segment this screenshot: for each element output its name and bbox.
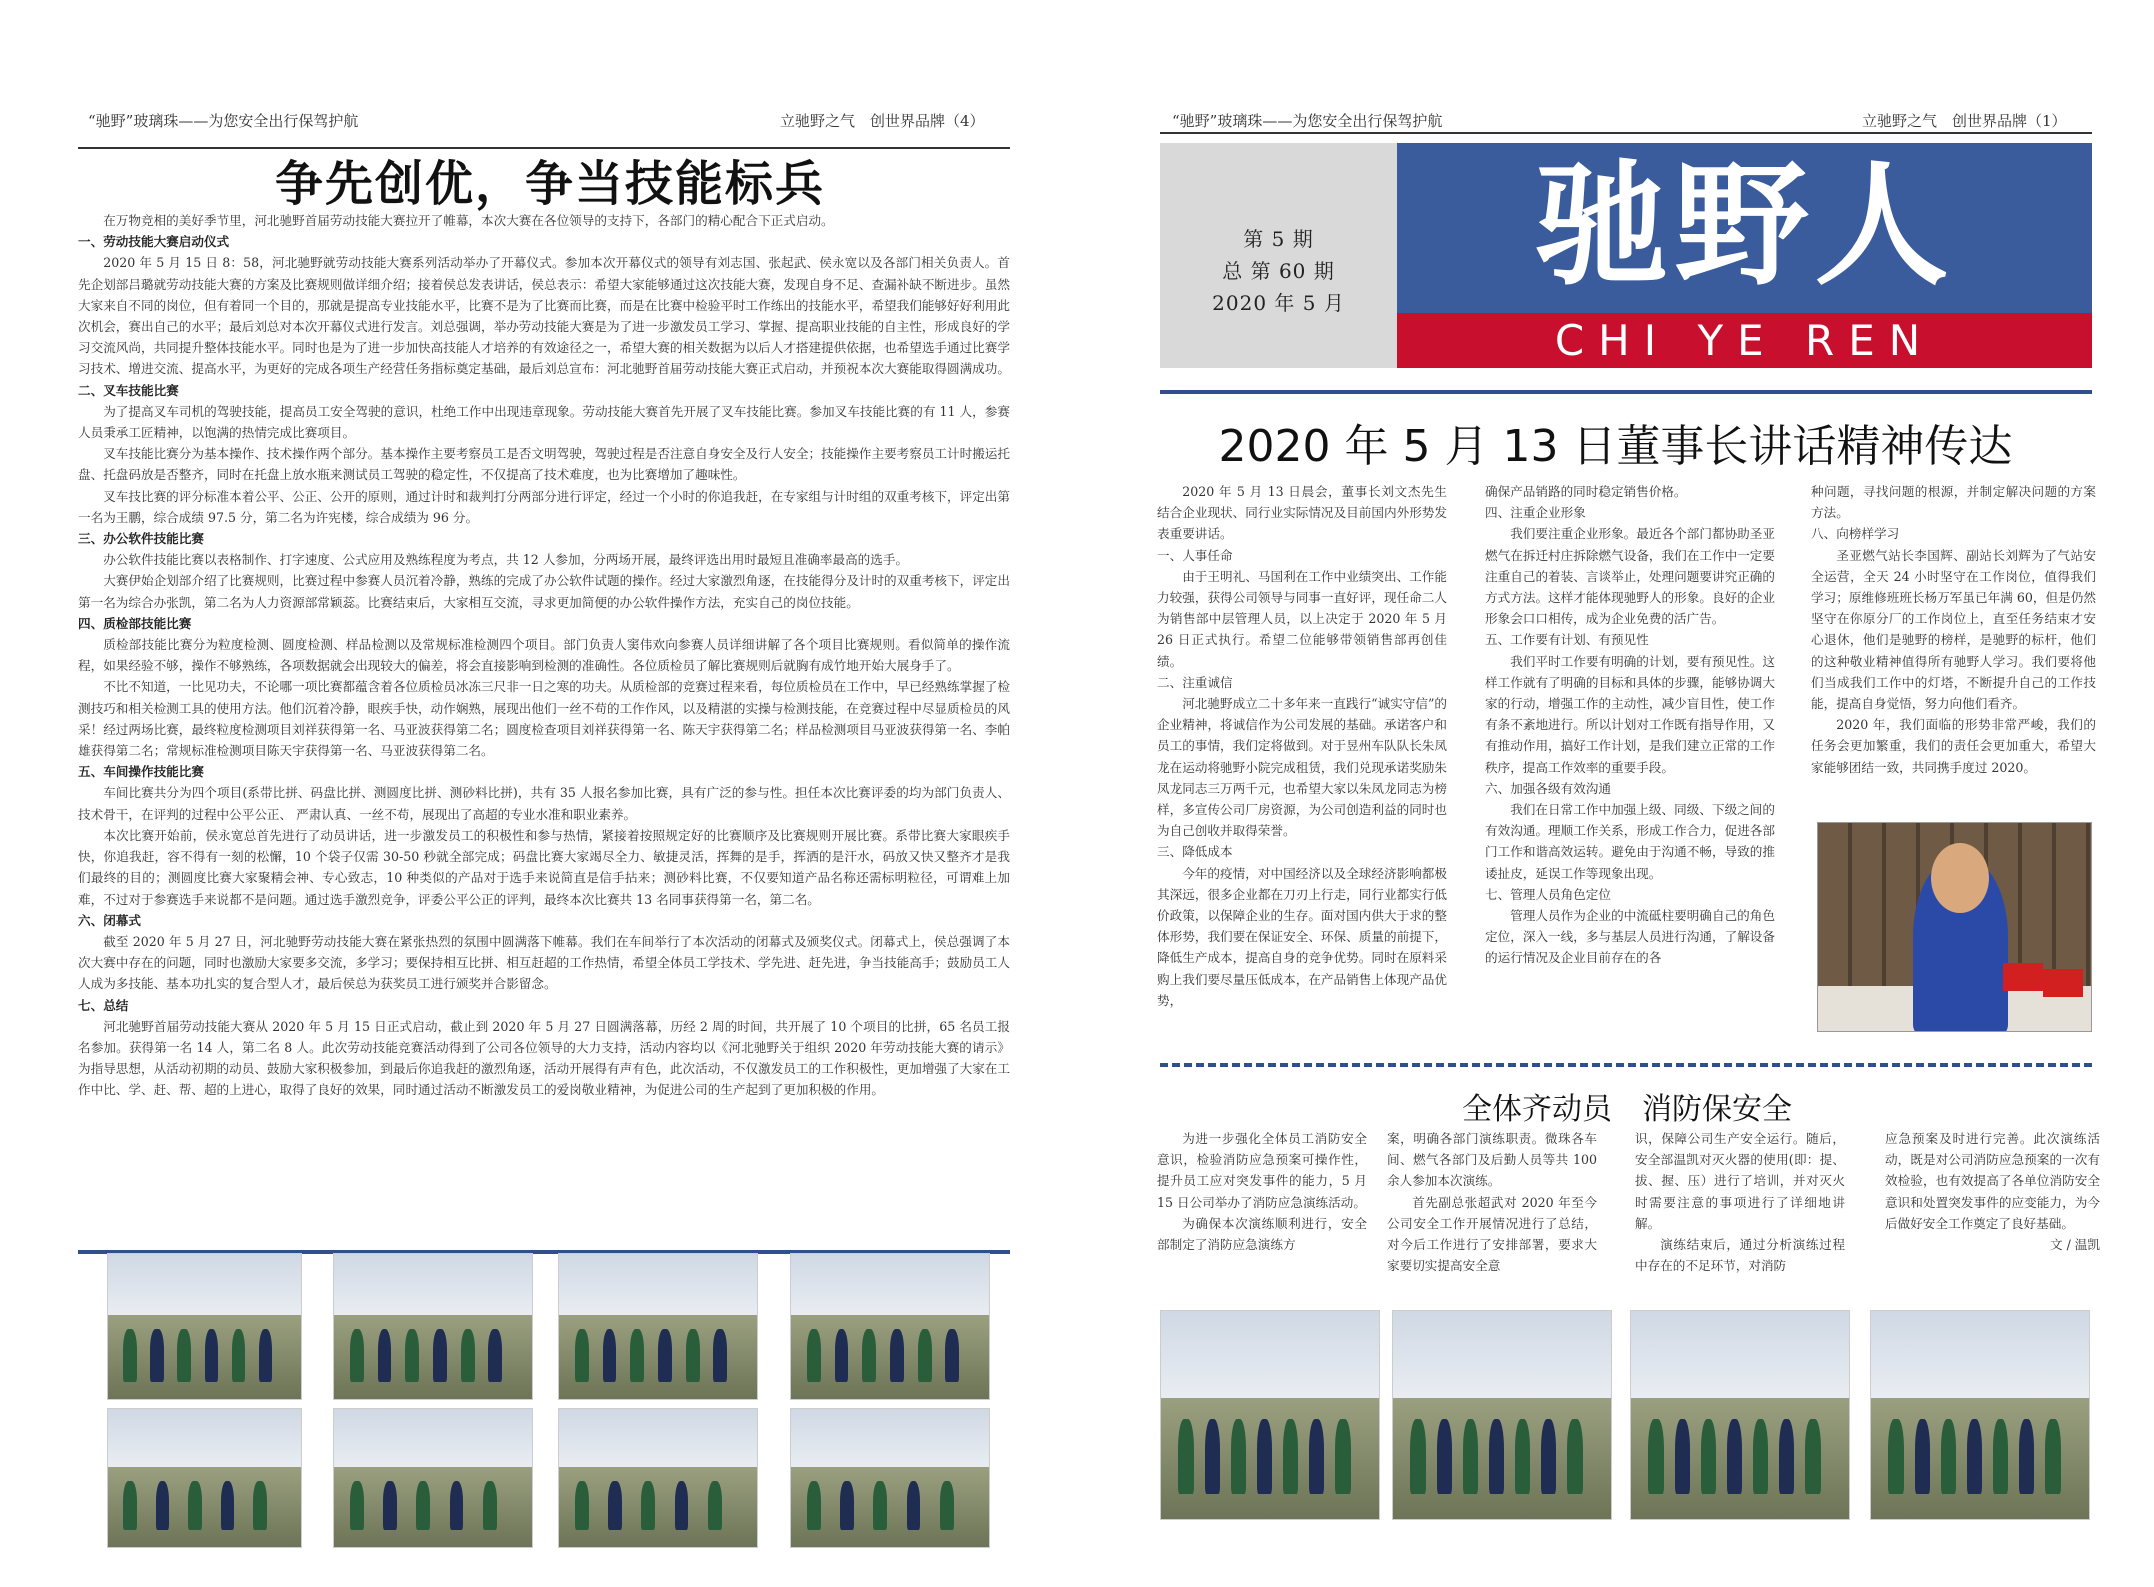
event-photo — [790, 1408, 990, 1548]
lead-column-1 — [1157, 481, 1447, 1011]
fire-column-1 — [1157, 1128, 1367, 1255]
article-title: 争先创优，争当技能标兵 — [275, 156, 826, 212]
byline: 文 / 温凯 — [2049, 1237, 2100, 1253]
section-heading: 六、加强各级有效沟通 — [1485, 780, 1611, 796]
paragraph: 首先副总张超武对 2020 年至今公司安全工作开展情况进行了总结，对今后工作进行了安排部署，要求大家要切实提高安全意 — [1387, 1194, 1597, 1274]
fire-column-2 — [1387, 1128, 1597, 1276]
section-heading: 一、劳动技能大赛启动仪式 — [78, 234, 230, 250]
paragraph: 圣亚燃气站长李国辉、副站长刘辉为了气站安全运营，全天 24 小时坚守在工作岗位，值得我们学习；原维修班班长杨万军虽已年满 60，但是仍然坚守在你原分厂的工作岗位上，直至任务结束才安心退休，他们是驰野的榜样，是驰野的标杆，他们的这种敬业精神值得所有驰野人学习。我们要将他们当成我们工作中的灯塔，不断提升自己的工作技能，提高自身觉悟，努力向他们看齐。 — [1811, 547, 2096, 712]
section-heading: 三、降低成本 — [1157, 844, 1233, 860]
section-heading: 五、工作要有计划、有预见性 — [1485, 632, 1649, 648]
event-photo — [558, 1253, 758, 1400]
page-right — [1077, 0, 2154, 1587]
section-paragraph: 叉车技比赛的评分标准本着公平、公正、公开的原则，通过计时和裁判打分两部分进行评定，经过一个小时的你追我赶，在专家组与计时组的双重考核下，评定出第一名为王鹏，综合成绩 97.5 分，第二名为许宪楼，综合成绩为 96 分。 — [78, 488, 1010, 525]
section-heading: 四、注重企业形象 — [1485, 505, 1586, 521]
article-sections — [78, 231, 1010, 1100]
flag-icon — [2003, 963, 2043, 991]
section-heading: 二、注重诚信 — [1157, 674, 1233, 690]
lead-column-3 — [1811, 481, 2096, 778]
masthead-title-cn: 驰野人 — [1534, 148, 1955, 304]
intro-paragraph: 在万物竞相的美好季节里，河北驰野首届劳动技能大赛拉开了帷幕，本次大赛在各位领导的支持下，各部门的精心配合下正式启动。 — [103, 213, 834, 228]
paragraph: 今年的疫情，对中国经济以及全球经济影响都极其深远，很多企业都在刀刃上行走，同行业都实行低价政策，以保障企业的生存。面对国内供大于求的整体形势，我们要在保证安全、环保、质量的前提下，降低生产成本，提高自身的竞争优势。同时在原料采购上我们要尽量压低成本，在产品销售上体现产品优势， — [1157, 865, 1447, 1008]
paragraph: 2020 年，我们面临的形势非常严峻，我们的任务会更加繁重，我们的责任会更加重大，希望大家能够团结一致，共同携手度过 2020。 — [1811, 717, 2096, 775]
section-paragraph: 质检部技能比赛分为粒度检测、圆度检测、样品检测以及常规标准检测四个项目。部门负责人窦伟欢向参赛人员详细讲解了各个项目比赛规则。看似简单的操作流程，如果经验不够，操作不够熟练，各项数据就会出现较大的偏差，将会直接影响到检测的准确性。各位质检员了解比赛规则后就胸有成竹地开始大展身手了。 — [78, 637, 1010, 674]
section-paragraph: 车间比赛共分为四个项目(系带比拼、码盘比拼、测圆度比拼、测砂料比拼)，共有 35 人报名参加比赛，具有广泛的参与性。担任本次比赛评委的均为部门负责人、技术骨干，在评判的过程中公平公正、 严肃认真、一丝不苟，展现出了高超的专业水准和职业素养。 — [78, 785, 1010, 822]
paragraph: 应急预案及时进行完善。此次演练活动，既是对公司消防应急预案的一次有效检验，也有效提高了各单位消防安全意识和处置突发事件的应变能力，为今后做好安全工作奠定了良好基础。 — [1885, 1131, 2100, 1231]
event-photo — [107, 1253, 302, 1400]
fire-column-3 — [1635, 1128, 1845, 1276]
event-photo — [1630, 1310, 1850, 1520]
paragraph: 为确保本次演练顺利进行，安全部制定了消防应急演练方 — [1157, 1215, 1367, 1253]
running-header-slogan: “驰野”玻璃珠——为您安全出行保驾护航 — [88, 112, 359, 130]
fire-column-4-text — [1885, 1128, 2100, 1234]
section-heading: 一、人事任命 — [1157, 547, 1233, 563]
masthead-en-block — [1397, 313, 2092, 368]
section-paragraph: 为了提高叉车司机的驾驶技能，提高员工安全驾驶的意识，杜绝工作中出现违章现象。劳动技能大赛首先开展了叉车技能比赛。参加叉车技能比赛的有 11 人，参赛人员秉承工匠精神，以饱满的热情完成比赛项目。 — [78, 403, 1010, 441]
event-photo — [107, 1408, 302, 1548]
paragraph: 种问题，寻找问题的根源，并制定解决问题的方案方法。 — [1811, 484, 2096, 521]
event-photo — [1392, 1310, 1612, 1520]
flag-icon — [2043, 969, 2083, 997]
paragraph: 我们平时工作要有明确的计划，要有预见性。这样工作就有了明确的目标和具体的步骤，能够协调大家的行动，增强工作的主动性，减少盲目性，使工作有条不紊地进行。所以计划对工作既有指导作用，又有推动作用，搞好工作计划，是我们建立正常的工作秩序，提高工作效率的重要手段。 — [1485, 653, 1775, 775]
section-paragraph: 办公软件技能比赛以表格制作、打字速度、公式应用及熟练程度为考点，共 12 人参加，分两场开展，最终评选出用时最短且准确率最高的选手。 — [103, 552, 909, 568]
chairman-photo — [1817, 822, 2092, 1032]
fire-column-4 — [1885, 1128, 2100, 1255]
paragraph: 由于王明礼、马国利在工作中业绩突出、工作能力较强，获得公司领导与同事一直好评，现任命二人为销售部中层管理人员，以上决定于 2020 年 5 月 26 日正式执行。希望二位能够带领销售部再创佳绩。 — [1157, 568, 1447, 669]
paragraph: 为进一步强化全体员工消防安全意识，检验消防应急预案可操作性，提升员工应对突发事件的能力，5 月 15 日公司举办了消防应急演练活动。 — [1157, 1131, 1367, 1210]
masthead-rule — [1160, 390, 2092, 394]
running-header-page: 立驰野之气 创世界品牌（4） — [780, 112, 985, 130]
fire-drill-title: 全体齐动员 消防保安全 — [1462, 1092, 1792, 1127]
masthead-title-en: CHI YE REN — [1554, 316, 1935, 365]
event-photo — [333, 1253, 533, 1400]
running-header-slogan: “驰野”玻璃珠——为您安全出行保驾护航 — [1172, 112, 1443, 130]
section-heading: 五、车间操作技能比赛 — [78, 764, 204, 780]
section-paragraph: 不比不知道，一比见功夫，不论哪一项比赛都蕴含着各位质检员冰冻三尺非一日之寒的功夫。从质检部的竞赛过程来看，每位质检员在工作中，早已经熟练掌握了检测技巧和相关检测工具的使用方法。他们沉着冷静，眼疾手快，动作娴熟，展现出他们一丝不苟的工作作风，以及精湛的实操与检测技能，在竞赛过程中尽显质检员的风采！经过两场比赛，最终粒度检测项目刘祥获得第一名、马亚波获得第二名；圆度检查项目刘祥获得第一名、陈天宇获得第二名；样品检测项目马亚波获得第一名、李帕雄获得第二名；常规标准检测项目陈天宇获得第一名、马亚波获得第二名。 — [78, 679, 1010, 759]
event-photo — [558, 1408, 758, 1548]
paragraph: 管理人员作为企业的中流砥柱要明确自己的角色定位，深入一线，多与基层人员进行沟通，了解设备的运行情况及企业目前存在的各 — [1485, 908, 1775, 966]
section-heading: 八、向榜样学习 — [1811, 526, 1900, 542]
section-heading: 三、办公软件技能比赛 — [78, 531, 204, 547]
section-paragraph: 河北驰野首届劳动技能大赛从 2020 年 5 月 15 日正式启动，截止到 2020 年 5 月 27 日圆满落幕，历经 2 周的时间，共开展了 10 个项目的比拼，65 名员工报名参加。获得第一名 14 人，第二名 8 人。此次劳动技能竞赛活动得到了公司各位领导的大力支持，活动内容均以《河北驰野关于组织 2020 年劳动技能大赛的请示》为指导思想，从活动初期的动员、鼓励大家积极参加，到最后你追我赶的激烈角逐，活动开展得有声有色，此次活动，不仅激发员工的工作积极性，更加增强了大家在工作中比、学、赶、帮、超的上进心，取得了良好的效果，同时通过活动不断激发员工的爱岗敬业精神，为促进公司的生产起到了更加积极的作用。 — [78, 1018, 1010, 1098]
issue-number: 第 5 期 — [1243, 227, 1314, 251]
masthead — [1160, 143, 2092, 368]
section-heading: 二、叉车技能比赛 — [78, 382, 179, 398]
event-photo — [1160, 1310, 1380, 1520]
event-photo — [790, 1253, 990, 1400]
paragraph: 我们要注重企业形象。最近各个部门都协助圣亚燃气在拆迁村庄拆除燃气设备，我们在工作中一定要注重自己的着装、言谈举止，处理问题要讲究正确的方式方法。这样才能体现驰野人的形象。良好的企业形象会口口相传，成为企业免费的活广告。 — [1485, 526, 1775, 627]
total-issue: 总 第 60 期 — [1222, 259, 1335, 283]
section-heading: 七、管理人员角色定位 — [1485, 886, 1611, 902]
section-heading: 七、总结 — [78, 997, 129, 1013]
lead-headline: 2020 年 5 月 13 日董事长讲话精神传达 — [1218, 421, 2013, 472]
masthead-name-block — [1397, 143, 2092, 313]
paragraph: 河北驰野成立二十多年来一直践行“诚实守信”的企业精神，将诚信作为公司发展的基础。承诺客户和员工的事情，我们定将做到。对于昱州车队队长朱凤龙在运动将驰野小院完成租赁，我们兑现承诺奖励朱凤龙同志三万两千元，也希望大家以朱凤龙同志为榜样，多宣传公司厂房资源，为公司创造利益的同时也为自己创收并取得荣誉。 — [1157, 696, 1447, 839]
section-heading: 六、闭幕式 — [78, 912, 141, 928]
paragraph: 2020 年 5 月 13 日晨会，董事长刘文杰先生结合企业现状、同行业实际情况及目前国内外形势发表重要讲话。 — [1157, 484, 1447, 542]
header-rule — [1160, 132, 2092, 134]
running-header-page: 立驰野之气 创世界品牌（1） — [1862, 112, 2067, 130]
issue-date: 2020 年 5 月 — [1212, 291, 1345, 315]
lead-column-2 — [1485, 481, 1775, 969]
paragraph: 我们在日常工作中加强上级、同级、下级之间的有效沟通。理顺工作关系，形成工作合力，促进各部门工作和谐高效运转。避免由于沟通不畅，导致的推诿扯皮，延误工作等现象出现。 — [1485, 802, 1775, 881]
section-paragraph: 叉车技能比赛分为基本操作、技术操作两个部分。基本操作主要考察员工是否文明驾驶，驾驶过程是否注意自身安全及行人安全；技能操作主要考察员工计时搬运托盘、托盘码放是否整齐，同时在托盘上放水瓶来测试员工驾驶的稳定性，不仅提高了技术难度，也为比赛增加了趣味性。 — [78, 446, 1010, 483]
issue-info — [1160, 143, 1397, 368]
section-paragraph: 大赛伊始企划部介绍了比赛规则，比赛过程中参赛人员沉着冷静，熟练的完成了办公软件试题的操作。经过大家激烈角逐，在技能得分及计时的双重考核下，评定出第一名为综合办张凯，第二名为人力资源部常颖蕊。比赛结束后，大家相互交流，寻求更加简便的办公软件操作方法，充实自己的岗位技能。 — [78, 573, 1010, 610]
paragraph: 案，明确各部门演练职责。微珠各车间、燃气各部门及后勤人员等共 100 余人参加本次演练。 — [1387, 1131, 1597, 1189]
section-heading: 四、质检部技能比赛 — [78, 615, 192, 631]
event-photo — [1870, 1310, 2090, 1520]
paragraph: 确保产品销路的同时稳定销售价格。 — [1485, 484, 1687, 499]
event-photo — [333, 1408, 533, 1548]
section-paragraph: 截至 2020 年 5 月 27 日，河北驰野劳动技能大赛在紧张热烈的氛围中圆满落下帷幕。我们在车间举行了本次活动的闭幕式及颁奖仪式。闭幕式上，侯总强调了本次大赛中存在的问题，同时也激励大家要多交流，多学习；要保持相互比拼、相互赶超的工作热情，希望全体员工学技术、学先进、赶先进，争当技能高手；鼓励员工人人成为多技能、基本功扎实的复合型人才，最后侯总为获奖员工进行颁奖并合影留念。 — [78, 933, 1010, 992]
section-paragraph: 本次比赛开始前，侯永宽总首先进行了动员讲话，进一步激发员工的积极性和参与热情，紧接着按照规定好的比赛顺序及比赛规则开展比赛。系带比赛大家眼疾手快，你追我赶，容不得有一刻的松懈，10 个袋子仅需 30-50 秒就全部完成；码盘比赛大家竭尽全力、敏捷灵活，挥舞的是手，挥洒的是汗水，码放又快又整齐才是我们最终的目的；测圆度比赛大家聚精会神、专心致志，10 种类似的产品对于选手来说简直是信手拈来；测砂料比赛，不仅要知道产品名称还需标明粒径，可谓难上加难，不过对于参赛选手来说都不是问题。通过选手激烈竞争，评委公平公正的评判，最终本次比赛共 13 名同事获得第一名，第二名。 — [78, 827, 1010, 907]
article-body — [78, 210, 1010, 1101]
paragraph: 识，保障公司生产安全运行。随后，安全部温凯对灭火器的使用(即：提、拔、握、压）进行了培训，并对灭火时需要注意的事项进行了详细地讲解。 — [1635, 1131, 1845, 1231]
section-paragraph: 2020 年 5 月 15 日 8：58，河北驰野就劳动技能大赛系列活动举办了开幕仪式。参加本次开幕仪式的领导有刘志国、张起武、侯永宽以及各部门相关负责人。首先企划部吕璐就劳动技能大赛的方案及比赛规则做详细介绍；接着侯总发表讲话，侯总表示：希望大家能够通过这次技能大赛，发现自身不足、查漏补缺不断进步。虽然大家来自不同的岗位，但有着同一个目的，那就是提高专业技能水平，比赛不是为了比赛而比赛，而是在比赛中检验平时工作练出的技能水平，希望我们能够好好利用此次机会，赛出自己的水平；最后刘总对本次开幕仪式进行发言。刘总强调，举办劳动技能大赛是为了进一步激发员工学习、掌握、提高职业技能的自主性，形成良好的学习交流风尚，共同提升整体技能水平。同时也是为了进一步加快高技能人才培养的有效途径之一，希望大赛的相关数据为以后人才搭建提供依据，也希望选手通过比赛学习技术、增进交流、提高水平，为更好的完成各项生产经营任务指标奠定基础，最后刘总宣布：河北驰野首届劳动技能大赛正式启动，并预祝本次大赛能取得圆满成功。 — [78, 255, 1010, 377]
paragraph: 演练结束后，通过分析演练过程中存在的不足环节，对消防 — [1635, 1237, 1845, 1274]
section-divider — [1160, 1063, 2092, 1067]
